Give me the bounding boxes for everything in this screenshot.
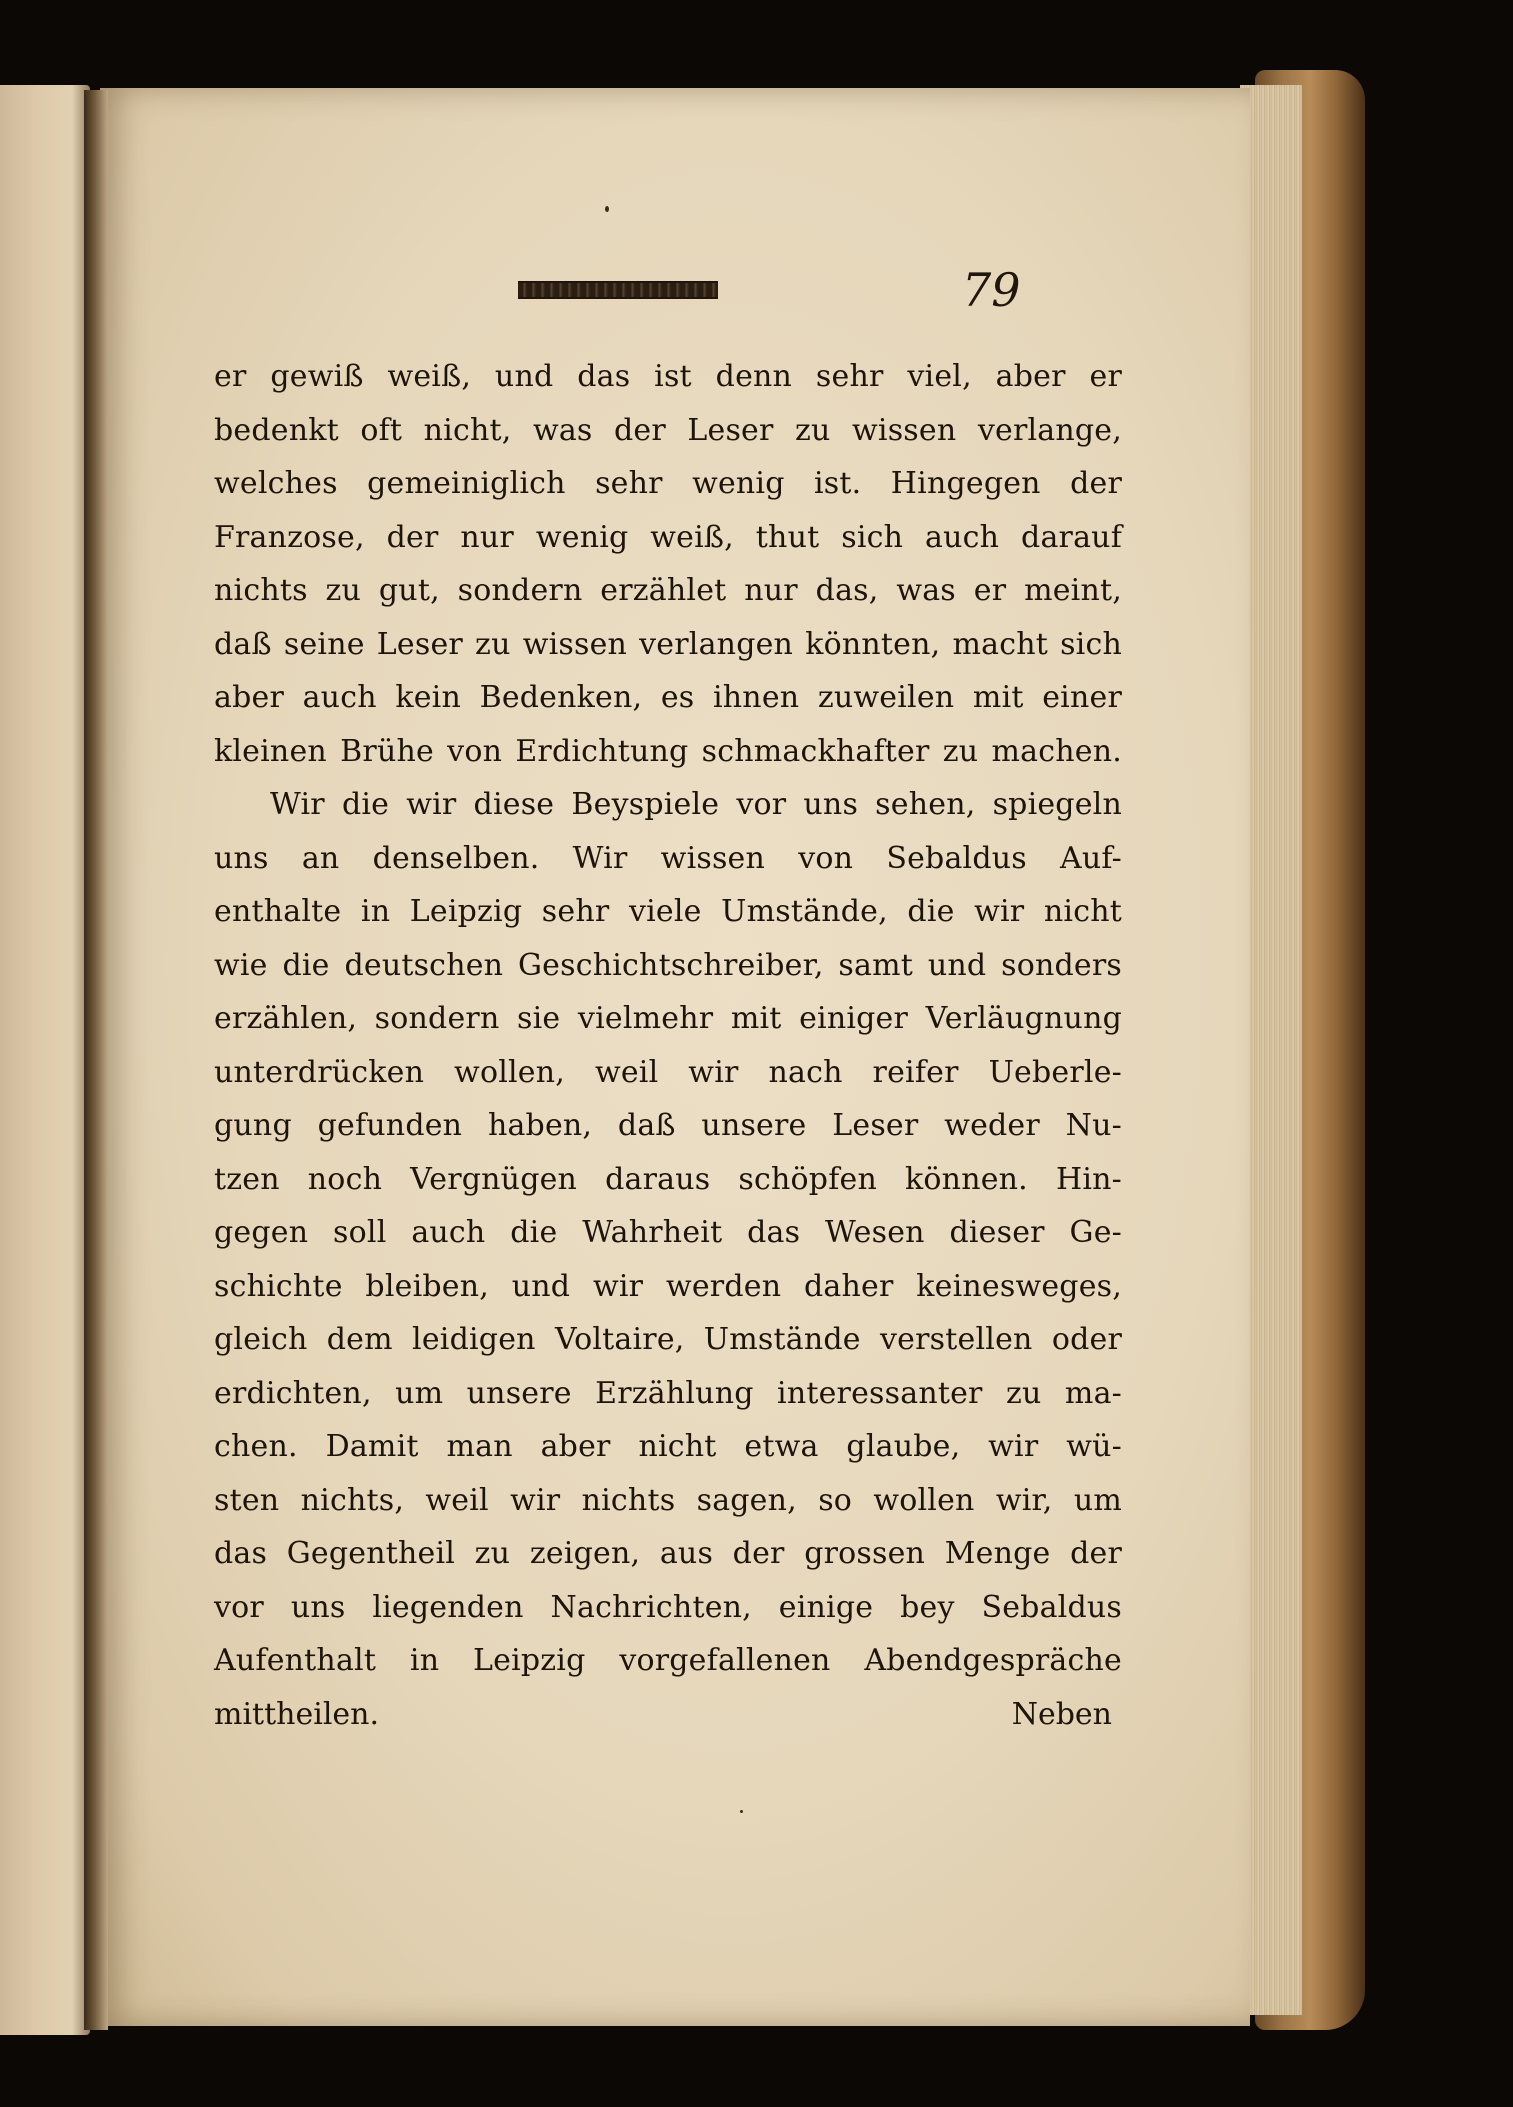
text-line: welches gemeiniglich sehr wenig ist. Hingegen der (214, 466, 1122, 501)
text-line: kleinen Brühe von Erdichtung schmackhafter zu machen. (214, 733, 1122, 769)
text-line: gung gefunden haben, daß unsere Leser weder Nu- (214, 1108, 1122, 1143)
text-line: uns an denselben. Wir wissen von Sebaldus Auf- (214, 840, 1122, 876)
left-page-edge (0, 85, 90, 2035)
text-line: unterdrücken wollen, weil wir nach reifer Ueberle- (214, 1054, 1122, 1090)
text-line: Franzose, der nur wenig weiß, thut sich auch darauf (214, 519, 1122, 555)
text-line: erzählen, sondern sie vielmehr mit einiger Verläugnung (214, 1001, 1122, 1036)
text-line-last: mittheilen. (214, 1696, 380, 1732)
text-line: enthalte in Leipzig sehr viele Umstände, die wir nicht (214, 894, 1122, 929)
text-line: chen. Damit man aber nicht etwa glaube, wir wü- (214, 1429, 1122, 1464)
paper-speck (740, 1810, 743, 1813)
text-line: sten nichts, weil wir nichts sagen, so wollen wir, um (214, 1482, 1122, 1518)
text-line: daß seine Leser zu wissen verlangen könnten, macht sich (214, 626, 1122, 662)
text-line: schichte bleiben, und wir werden daher keinesweges, (214, 1268, 1122, 1304)
book-gutter-shadow (84, 90, 108, 2030)
text-line: wie die deutschen Geschichtschreiber, samt und sonders (214, 947, 1122, 983)
text-line: Wir die wir diese Beyspiele vor uns sehen, spiegeln (270, 787, 1122, 822)
text-line: tzen noch Vergnügen daraus schöpfen können. Hin- (214, 1161, 1122, 1197)
text-line: erdichten, um unsere Erzählung interessanter zu ma- (214, 1375, 1122, 1411)
text-line: das Gegentheil zu zeigen, aus der grossen Menge der (214, 1536, 1122, 1571)
text-line: nichts zu gut, sondern erzählet nur das, was er meint, (214, 573, 1122, 608)
body-text (214, 350, 1122, 1741)
final-line-row (214, 1688, 1122, 1742)
text-line: gleich dem leidigen Voltaire, Umstände verstellen oder (214, 1322, 1122, 1357)
text-line: vor uns liegenden Nachrichten, einige bey Sebaldus (214, 1589, 1122, 1625)
page-number: 79 (962, 263, 1021, 317)
text-line: er gewiß weiß, und das ist denn sehr viel, aber er (214, 359, 1122, 394)
header-ornament-rule (518, 281, 718, 299)
right-page (100, 88, 1250, 2026)
catchword: Neben (1011, 1696, 1112, 1732)
text-line: bedenkt oft nicht, was der Leser zu wissen verlange, (214, 412, 1122, 448)
paper-speck (605, 206, 609, 212)
text-line: Aufenthalt in Leipzig vorgefallenen Abendgespräche (214, 1643, 1122, 1678)
text-line: aber auch kein Bedenken, es ihnen zuweilen mit einer (214, 680, 1122, 715)
text-line: gegen soll auch die Wahrheit das Wesen dieser Ge- (214, 1215, 1122, 1250)
